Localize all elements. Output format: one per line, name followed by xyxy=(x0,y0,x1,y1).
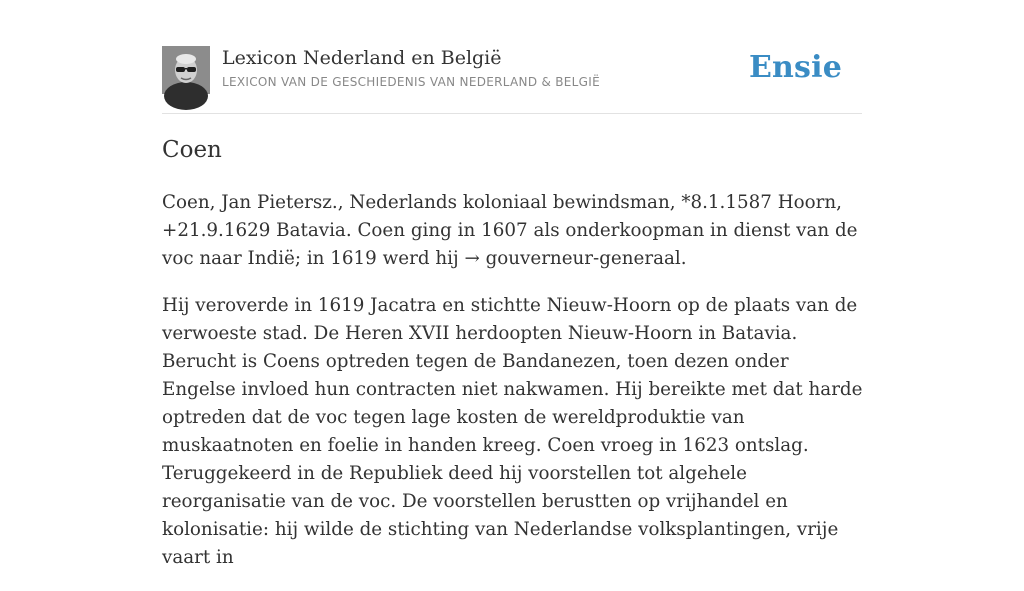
paragraph-1-end: . xyxy=(680,248,687,269)
ensie-logo[interactable]: Ensie xyxy=(748,50,842,85)
gouverneur-generaal-link[interactable]: → gouverneur-generaal xyxy=(464,248,681,269)
article-title: Coen xyxy=(162,137,222,163)
article-paragraph-1 xyxy=(162,189,868,273)
site-title[interactable]: Lexicon Nederland en België xyxy=(222,47,502,69)
site-header xyxy=(162,46,862,96)
avatar-portrait xyxy=(162,46,210,94)
author-avatar[interactable] xyxy=(162,46,210,94)
article-paragraph-2: Hij veroverde in 1619 Jacatra en stichtte Nieuw-Hoorn op de plaats van de verwoeste stad. De Heren XVII herdoopten Nieuw-Hoorn in Batavia. Berucht is Coens optreden tegen de Bandanezen, toen dezen onder Engelse invloed hun contracten niet nakwamen. Hij bereikte met dat harde optreden dat de voc tegen lage kosten de wereldproduktie van muskaatnoten en foelie in handen kreeg. Coen vroeg in 1623 ontslag. Teruggekeerd in de Republiek deed hij voorstellen tot algehele reorganisatie van de voc. De voorstellen berustten op vrijhandel en kolonisatie: hij wilde de stichting van Nederlandse volksplantingen, vrije vaart in xyxy=(162,295,863,568)
header-divider xyxy=(162,113,862,114)
article-body xyxy=(162,189,868,591)
site-subtitle: LEXICON VAN DE GESCHIEDENIS VAN NEDERLAND & BELGIË xyxy=(222,75,600,89)
paragraph-1-text: Coen, Jan Pietersz., Nederlands koloniaal bewindsman, *8.1.1587 Hoorn, +21.9.1629 Batavia. Coen ging in 1607 als onderkoopman in dienst van de voc naar Indië; in 1619 werd hij xyxy=(162,192,858,269)
